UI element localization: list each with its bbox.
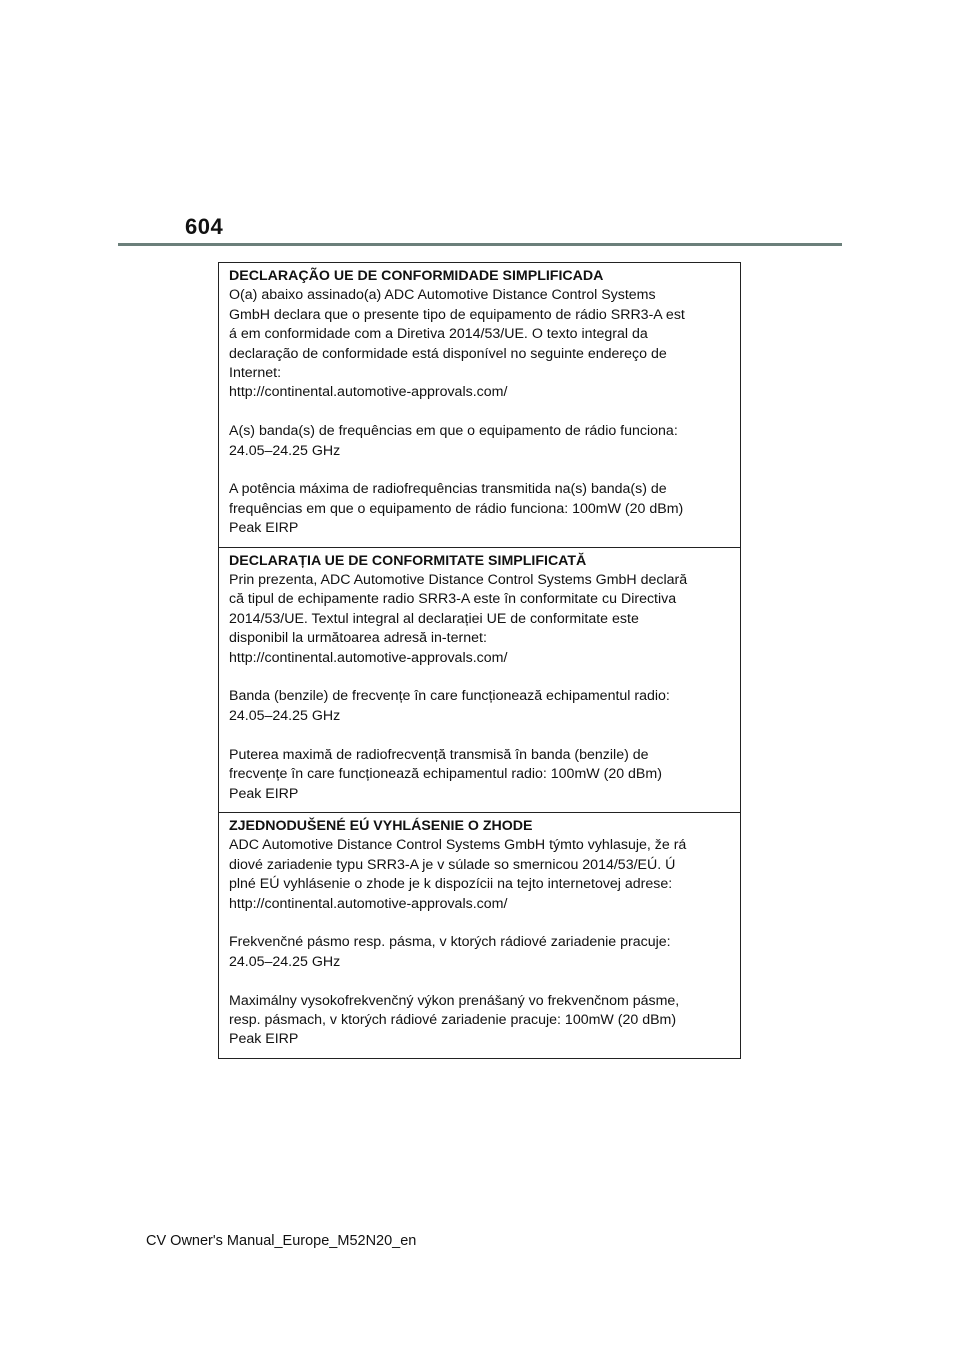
url-line: http://continental.automotive-approvals.com/ — [229, 895, 508, 912]
paragraph-gap — [229, 914, 732, 933]
header-rule — [118, 243, 842, 246]
text-line: Peak EIRP — [229, 520, 299, 537]
section-title: DECLARAȚIA UE DE CONFORMITATE SIMPLIFICATĂ — [229, 552, 587, 569]
text-line: frecvențe în care funcționează echipamentul radio: 100mW (20 dBm) — [229, 766, 662, 783]
url-line: http://continental.automotive-approvals.com/ — [229, 384, 508, 401]
text-line: 24.05–24.25 GHz — [229, 953, 341, 970]
text-line: A(s) banda(s) de frequências em que o equipamento de rádio funciona: — [229, 423, 678, 440]
text-line: á em conformidade com a Diretiva 2014/53/UE. O texto integral da — [229, 326, 648, 343]
text-line: Maximálny vysokofrekvenčný výkon prenášaný vo frekvenčnom pásme, — [229, 992, 680, 1009]
text-line: 2014/53/UE. Textul integral al declarației UE de conformitate este — [229, 610, 639, 627]
text-line: disponibil la următoarea adresă in-ternet: — [229, 630, 487, 647]
declaration-portuguese — [219, 263, 740, 547]
paragraph-gap — [229, 726, 732, 745]
declaration-romanian — [219, 547, 740, 812]
text-line: 24.05–24.25 GHz — [229, 707, 341, 724]
paragraph-gap — [229, 972, 732, 991]
paragraph-gap — [229, 461, 732, 480]
declaration-slovak — [219, 812, 740, 1058]
text-line: că tipul de echipamente radio SRR3-A este în conformitate cu Directiva — [229, 591, 677, 608]
text-line: GmbH declara que o presente tipo de equipamento de rádio SRR3-A est — [229, 306, 685, 323]
section-title: ZJEDNODUŠENÉ EÚ VYHLÁSENIE O ZHODE — [229, 817, 533, 834]
text-line: Banda (benzile) de frecvențe în care funcționează echipamentul radio: — [229, 688, 670, 705]
text-line: Puterea maximă de radiofrecvență transmisă în banda (benzile) de — [229, 746, 649, 763]
text-line: Peak EIRP — [229, 785, 299, 802]
text-line: Peak EIRP — [229, 1031, 299, 1048]
text-line: Internet: — [229, 365, 282, 382]
url-line: http://continental.automotive-approvals.com/ — [229, 649, 508, 666]
footer-manual-id: CV Owner's Manual_Europe_M52N20_en — [146, 1233, 417, 1249]
text-line: declaração de conformidade está disponível no seguinte endereço de — [229, 345, 667, 362]
text-line: resp. pásmach, v ktorých rádiové zariadenie pracuje: 100mW (20 dBm) — [229, 1011, 677, 1028]
paragraph-gap — [229, 668, 732, 687]
page-number: 604 — [185, 214, 224, 239]
text-line: plné EÚ vyhlásenie o zhode je k dispozícii na tejto internetovej adrese: — [229, 876, 673, 893]
declaration-table — [218, 262, 741, 1059]
text-line: Frekvenčné pásmo resp. pásma, v ktorých rádiové zariadenie pracuje: — [229, 934, 671, 951]
section-title: DECLARAÇÃO UE DE CONFORMIDADE SIMPLIFICADA — [229, 268, 604, 284]
text-line: 24.05–24.25 GHz — [229, 442, 341, 459]
text-line: Prin prezenta, ADC Automotive Distance Control Systems GmbH declară — [229, 572, 688, 589]
text-line: ADC Automotive Distance Control Systems GmbH týmto vyhlasuje, že rá — [229, 837, 687, 854]
text-line: frequências em que o equipamento de rádio funciona: 100mW (20 dBm) — [229, 500, 684, 517]
text-line: A potência máxima de radiofrequências transmitida na(s) banda(s) de — [229, 481, 667, 498]
text-line: O(a) abaixo assinado(a) ADC Automotive Distance Control Systems — [229, 287, 656, 304]
paragraph-gap — [229, 403, 732, 422]
text-line: diové zariadenie typu SRR3-A je v súlade so smernicou 2014/53/EÚ. Ú — [229, 856, 676, 873]
